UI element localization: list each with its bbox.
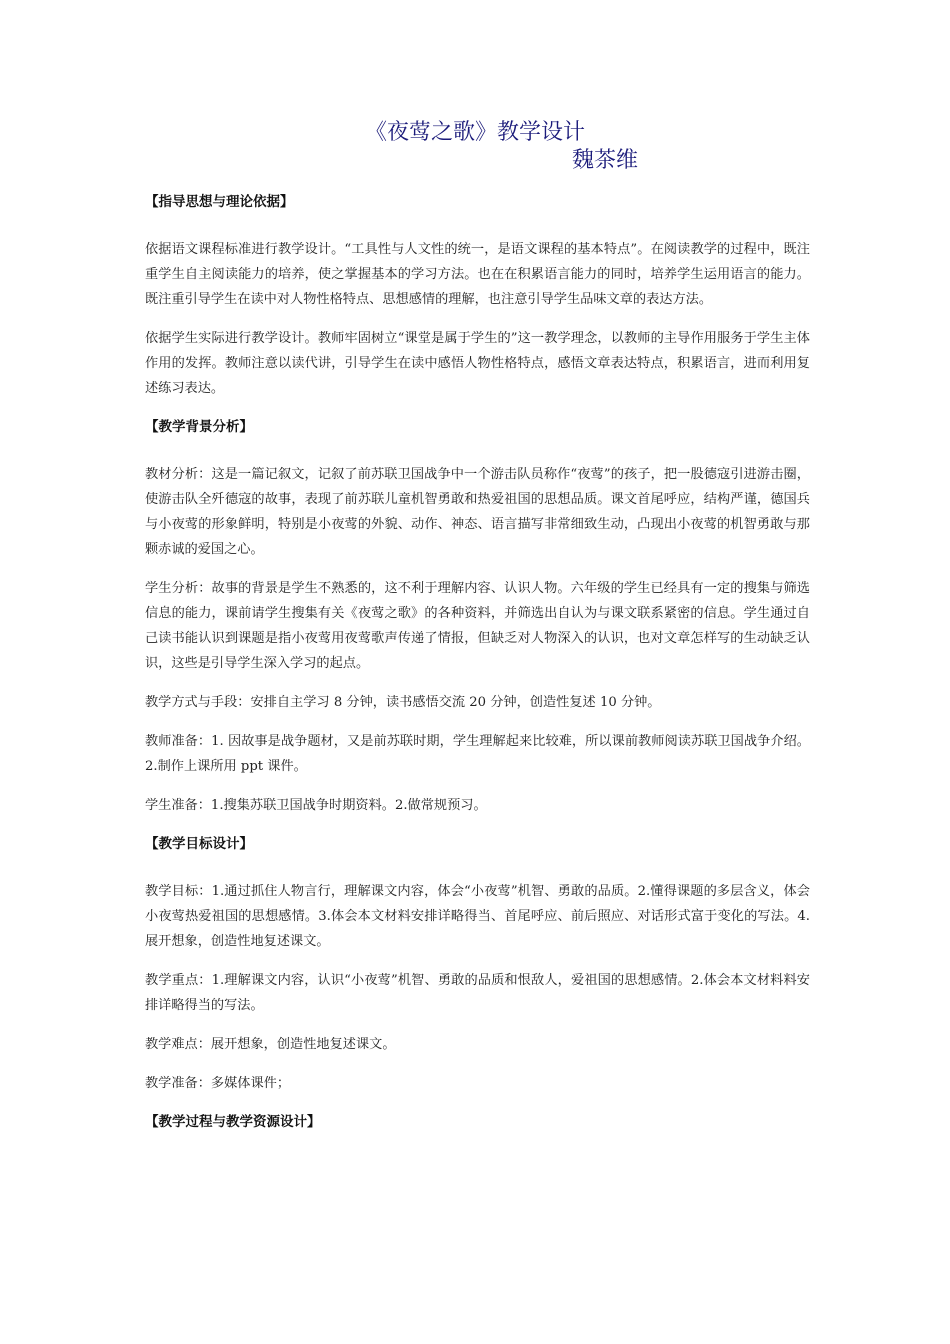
paragraph: 教材分析：这是一篇记叙文，记叙了前苏联卫国战争中一个游击队员称作“夜莺”的孩子，把一股德寇引进游击圈，使游击队全歼德寇的故事，表现了前苏联儿童机智勇敢和热爱祖国的思想品质。课文首尾呼应，结构严谨，德国兵与小夜莺的形象鲜明，特别是小夜莺的外貌、动作、神态、语言描写非常细致生动，凸现出小夜莺的机智勇敢与那颗赤诚的爱国之心。 — [145, 467, 810, 557]
paragraph: 依据学生实际进行教学设计。教师牢固树立“课堂是属于学生的”这一教学理念，以教师的主导作用服务于学生主体作用的发挥。教师注意以读代讲，引导学生在读中感悟人物性格特点，感悟文章表达特点，积累语言，进而利用复述练习表达。 — [145, 331, 810, 396]
paragraph: 学生准备：1.搜集苏联卫国战争时期资料。2.做常规预习。 — [145, 798, 487, 813]
document-body — [145, 190, 810, 1157]
paragraph: 教师准备：1. 因故事是战争题材，又是前苏联时期，学生理解起来比较难，所以课前教师阅读苏联卫国战争介绍。2.制作上课所用 ppt 课件。 — [145, 734, 810, 774]
section-teaching-goals — [145, 832, 810, 1096]
paragraph: 学生分析：故事的背景是学生不熟悉的，这不利于理解内容、认识人物。六年级的学生已经具有一定的搜集与筛选信息的能力，课前请学生搜集有关《夜莺之歌》的各种资料，并筛选出自认为与课文联系紧密的信息。学生通过自己读书能认识到课题是指小夜莺用夜莺歌声传递了情报，但缺乏对人物深入的认识，也对文章怎样写的生动缺乏认识，这些是引导学生深入学习的起点。 — [145, 581, 810, 671]
section-heading: 【教学背景分析】 — [145, 419, 253, 435]
section-heading: 【教学过程与教学资源设计】 — [145, 1114, 321, 1130]
paragraph: 教学准备：多媒体课件； — [145, 1076, 291, 1091]
section-guiding-ideas — [145, 190, 810, 401]
paragraph: 教学方式与手段：安排自主学习 8 分钟，读书感悟交流 20 分钟，创造性复述 10 分钟。 — [145, 695, 661, 710]
section-background-analysis — [145, 415, 810, 818]
section-heading: 【指导思想与理论依据】 — [145, 194, 294, 210]
section-teaching-process — [145, 1110, 810, 1135]
paragraph: 教学重点：1.理解课文内容，认识“小夜莺”机智、勇敢的品质和恨敌人，爱祖国的思想感情。2.体会本文材料料安排详略得当的写法。 — [145, 973, 810, 1013]
document-title: 《夜莺之歌》教学设计 — [364, 120, 585, 145]
paragraph: 依据语文课程标准进行教学设计。“工具性与人文性的统一，是语文课程的基本特点”。在阅读教学的过程中，既注重学生自主阅读能力的培养，使之掌握基本的学习方法。也在在积累语言能力的同时，培养学生运用语言的能力。既注重引导学生在读中对人物性格特点、思想感情的理解，也注意引导学生品味文章的表达方法。 — [145, 242, 810, 307]
paragraph: 教学难点：展开想象，创造性地复述课文。 — [145, 1037, 396, 1052]
section-heading: 【教学目标设计】 — [145, 836, 253, 852]
paragraph: 教学目标：1.通过抓住人物言行，理解课文内容，体会“小夜莺”机智、勇敢的品质。2.懂得课题的多层含义，体会小夜莺热爱祖国的思想感情。3.体会本文材料安排详略得当、首尾呼应、前后照应、对话形式富于变化的写法。4.展开想象，创造性地复述课文。 — [145, 884, 810, 949]
document-author: 魏茶维 — [572, 148, 639, 173]
